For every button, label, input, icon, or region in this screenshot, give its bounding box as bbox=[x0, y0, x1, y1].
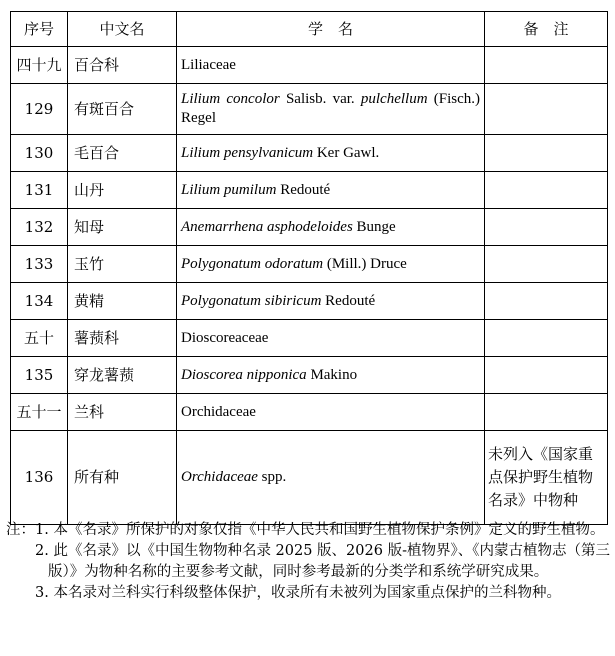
header-remarks: 备 注 bbox=[485, 12, 608, 47]
footnote-text: 3. 本名录对兰科实行科级整体保护，收录所有未被列为国家重点保护的兰科物种。 bbox=[35, 585, 561, 601]
row-scientific-name bbox=[177, 357, 485, 394]
row-remark bbox=[485, 172, 608, 209]
sci-plain: (Mill.) Druce bbox=[323, 255, 407, 272]
row-scientific-name bbox=[177, 47, 485, 84]
table-row bbox=[11, 283, 608, 320]
table-row bbox=[11, 357, 608, 394]
sci-plain: Orchidaceae bbox=[181, 403, 256, 420]
table-row bbox=[11, 431, 608, 525]
sci-italic: Lilium concolor bbox=[181, 91, 280, 107]
row-remark bbox=[485, 357, 608, 394]
row-scientific-name bbox=[177, 394, 485, 431]
footnote-item bbox=[6, 541, 610, 583]
sci-italic: Orchidaceae bbox=[181, 469, 258, 485]
sci-plain: Liliaceae bbox=[181, 56, 236, 73]
sci-plain-2: (Fisch.) Regel bbox=[181, 91, 480, 126]
sci-italic: Polygonatum odoratum bbox=[181, 255, 324, 272]
row-no: 四十九 bbox=[11, 47, 68, 84]
sci-plain: Ker Gawl. bbox=[313, 144, 380, 161]
species-table bbox=[10, 11, 608, 525]
row-remark bbox=[485, 135, 608, 172]
row-scientific-name bbox=[177, 172, 485, 209]
sci-italic: Lilium pensylvanicum bbox=[181, 144, 314, 161]
table-row bbox=[11, 172, 608, 209]
sci-plain: Bunge bbox=[352, 218, 396, 235]
row-no: 132 bbox=[11, 209, 68, 246]
row-no: 129 bbox=[11, 84, 68, 135]
table-row bbox=[11, 246, 608, 283]
row-scientific-name bbox=[177, 84, 485, 135]
row-scientific-name bbox=[177, 283, 485, 320]
row-chinese-name: 知母 bbox=[68, 209, 177, 246]
row-scientific-name bbox=[177, 209, 485, 246]
sci-italic: Dioscorea nipponica bbox=[181, 366, 307, 383]
row-chinese-name: 玉竹 bbox=[68, 246, 177, 283]
row-chinese-name: 薯蓣科 bbox=[68, 320, 177, 357]
sci-italic: Polygonatum sibiricum bbox=[181, 292, 322, 309]
table-row bbox=[11, 209, 608, 246]
sci-italic-2: pulchellum bbox=[360, 91, 428, 107]
sci-italic: Anemarrhena asphodeloides bbox=[181, 218, 353, 235]
table-header-row bbox=[11, 12, 608, 47]
table-row bbox=[11, 320, 608, 357]
row-scientific-name bbox=[177, 320, 485, 357]
sci-italic: Lilium pumilum bbox=[181, 181, 277, 198]
row-scientific-name bbox=[177, 431, 485, 525]
row-remark bbox=[485, 47, 608, 84]
row-chinese-name: 黄精 bbox=[68, 283, 177, 320]
row-no: 130 bbox=[11, 135, 68, 172]
row-chinese-name: 毛百合 bbox=[68, 135, 177, 172]
row-remark bbox=[485, 283, 608, 320]
row-no: 131 bbox=[11, 172, 68, 209]
header-no: 序号 bbox=[11, 12, 68, 47]
footnote-item bbox=[6, 583, 610, 604]
row-no: 134 bbox=[11, 283, 68, 320]
row-no: 五十一 bbox=[11, 394, 68, 431]
footnote-prefix: 注： bbox=[6, 522, 35, 538]
sci-plain: spp. bbox=[257, 469, 287, 485]
table-row bbox=[11, 135, 608, 172]
row-remark bbox=[485, 209, 608, 246]
table-row bbox=[11, 84, 608, 135]
row-chinese-name: 兰科 bbox=[68, 394, 177, 431]
table-row bbox=[11, 394, 608, 431]
row-remark bbox=[485, 246, 608, 283]
row-scientific-name bbox=[177, 135, 485, 172]
row-scientific-name bbox=[177, 246, 485, 283]
row-chinese-name: 有斑百合 bbox=[68, 84, 177, 135]
footnote-item bbox=[6, 520, 610, 541]
row-chinese-name: 穿龙薯蓣 bbox=[68, 357, 177, 394]
row-remark bbox=[485, 394, 608, 431]
header-scientific-name: 学 名 bbox=[177, 12, 485, 47]
sci-plain: Redouté bbox=[321, 292, 376, 309]
row-no: 五十 bbox=[11, 320, 68, 357]
row-chinese-name: 百合科 bbox=[68, 47, 177, 84]
row-remark: 未列入《国家重点保护野生植物名录》中物种 bbox=[485, 431, 608, 525]
row-remark bbox=[485, 320, 608, 357]
sci-plain: Dioscoreaceae bbox=[181, 329, 269, 346]
footnote-text: 2. 此《名录》以《中国生物物种名录 2025 版、2026 版-植物界》、《内蒙古植物志（第三版）》为物种名称的主要参考文献，同时参考最新的分类学和系统学研究成果。 bbox=[35, 543, 610, 580]
row-chinese-name: 所有种 bbox=[68, 431, 177, 525]
footnotes bbox=[6, 520, 610, 604]
row-no: 135 bbox=[11, 357, 68, 394]
row-no: 133 bbox=[11, 246, 68, 283]
sci-plain: Makino bbox=[306, 366, 358, 383]
row-chinese-name: 山丹 bbox=[68, 172, 177, 209]
sci-plain: Redouté bbox=[276, 181, 331, 198]
header-chinese-name: 中文名 bbox=[68, 12, 177, 47]
footnote-text: 1. 本《名录》所保护的对象仅指《中华人民共和国野生植物保护条例》定义的野生植物。 bbox=[35, 522, 605, 538]
table-row bbox=[11, 47, 608, 84]
row-remark bbox=[485, 84, 608, 135]
sci-plain: Salisb. var. bbox=[279, 91, 361, 107]
row-no: 136 bbox=[11, 431, 68, 525]
